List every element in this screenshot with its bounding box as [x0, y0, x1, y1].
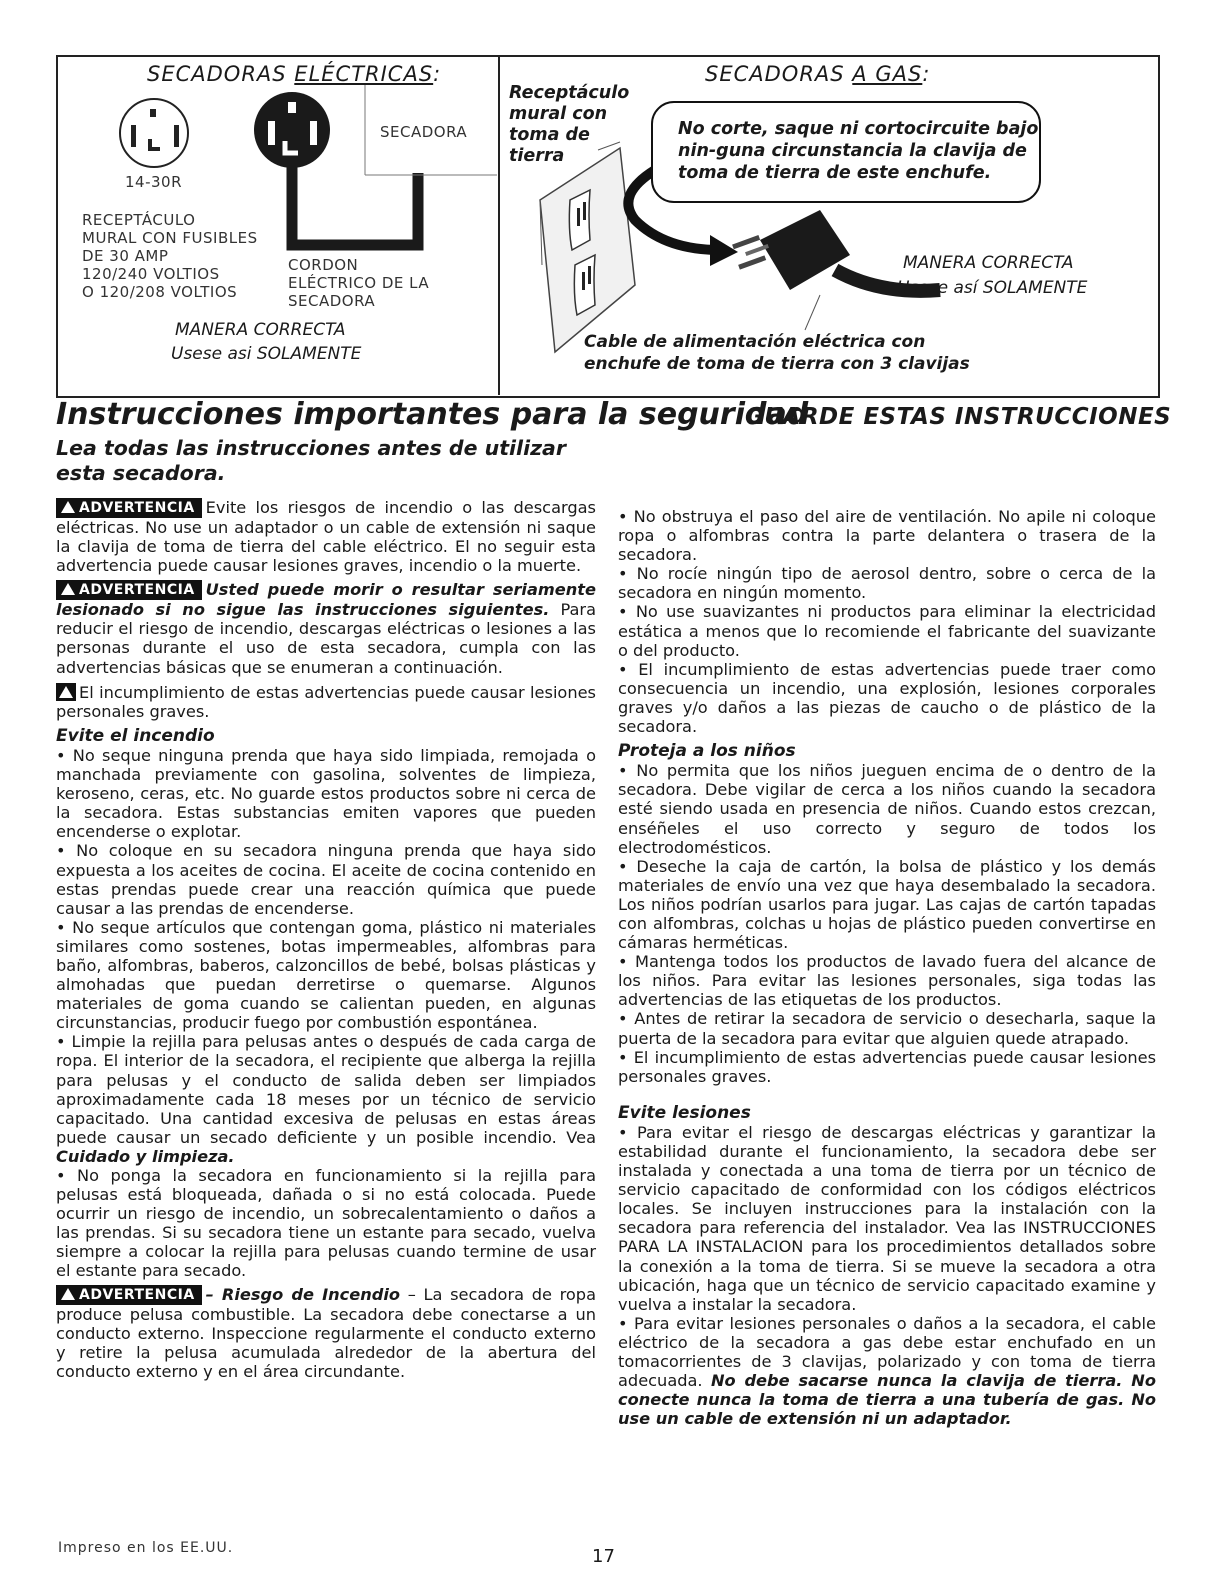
save-instructions: GUARDE ESTAS INSTRUCCIONES: [745, 404, 1172, 430]
electric-heading: SECADORAS ELÉCTRICAS:: [147, 62, 442, 86]
outlet-code: 14-30R: [125, 173, 183, 191]
list-item: • No seque ninguna prenda que haya sido limpiada, remojada o manchada previamente con gasolina, solventes de limpieza, keroseno, ceras, etc. No guarde estos productos sobre ni cerca de la secadora. Estas substancias emiten vapores que pueden encenderse o explotar.: [56, 745, 596, 842]
list-item: • No rocíe ningún tipo de aerosol dentro, sobre o cerca de la secadora en ningún momento.: [618, 564, 1156, 603]
wall-outlet-icon: [540, 148, 635, 352]
list-item: • No ponga la secadora en funcionamiento si la rejilla para pelusas está bloqueada, dañada o si no está colocada. Puede ocurrir un riesgo de incendio, un sobrecalentamiento o daños a las prendas. Si su secadora tiene un estante para secado, vuelva siempre a colocar la rejilla para pelusas cuando termine de usar el estante para secado.: [56, 1166, 596, 1281]
receptacle-spec: RECEPTÁCULO MURAL CON FUSIBLES DE 30 AMP 120/240 VOLTIOS O 120/208 VOLTIOS: [82, 211, 258, 301]
list-item: • No seque artículos que contengan goma, plástico ni materiales similares como sostenes, botas impermeables, alfombras para baño, alfombras, baberos, calzoncillos de bebé, bolsas plásticas y almohadas que puedan derretirse o quemarse. Algunos materiales de goma cuando se calientan pueden, en algunas circunstancias, producir fuego por combustión espontánea.: [56, 917, 596, 1033]
list-item: • No permita que los niños jueguen encima de o dentro de la secadora. Debe vigilar de cerca a los niños cuando la secadora esté siendo usada en presencia de niños. Cuando estos crezcan, enséñeles el uso correcto y seguro de todos los electrodomésticos.: [618, 761, 1156, 857]
dryer-label: SECADORA: [380, 123, 468, 141]
page-subtitle: Lea todas las instrucciones antes de utilizar esta secadora.: [56, 436, 566, 485]
list-item: • Deseche la caja de cartón, la bolsa de plástico y los demás materiales de envío una vez que haya desembalado la secadora. Los niños podrían usarlos para jugar. Las cajas de cartón tapadas con alfombras, colchas u hojas de plástico pueden convertirse en cámaras herméticas.: [618, 856, 1156, 953]
section-fire: Evite el incendio: [56, 725, 215, 746]
list-item: • No use suavizantes ni productos para eliminar la electricidad estática a menos que lo recomiende el fabricante del suavizante o del producto.: [618, 602, 1156, 660]
list-item: • Antes de retirar la secadora de servicio o desecharla, saque la puerta de la secadora para evitar que alguien quede atrapado.: [618, 1009, 1156, 1048]
electric-use-only: Usese asi SOLAMENTE: [171, 344, 362, 364]
list-item: • No obstruya el paso del aire de ventilación. No apile ni coloque ropa o alfombras contra la parte delantera o trasera de la secadora.: [618, 507, 1156, 565]
warning-badge: ADVERTENCIA: [56, 498, 202, 518]
gas-warning-text: No corte, saque ni cortocircuite bajo nin-guna circunstancia la clavija de toma de tierra de este enchufe.: [678, 119, 1039, 183]
gas-heading: SECADORAS A GAS:: [705, 62, 931, 86]
gas-cable-caption: Cable de alimentación eléctrica con enchufe de toma de tierra con 3 clavijas: [584, 332, 970, 374]
printed-in: Impreso en los EE.UU.: [58, 1540, 234, 1556]
list-item: • Para evitar el riesgo de descargas eléctricas y garantizar la estabilidad durante el funcionamiento, la secadora debe ser instalada y conectada a una toma de tierra por un técnico de servicio capacitado de conformidad con los códigos eléctricos locales. Se incluyen instrucciones para la instalación con la secadora para referencia del instalador. Vea las INSTRUCCIONES PARA LA INSTALACION para los procedimientos detallados sobre la conexión a la toma de tierra. Si se mueve la secadora a otra ubicación, haga que un técnico de servicio capacitado examine y vuelva a instalar la secadora.: [618, 1122, 1156, 1314]
right-column: [618, 507, 1156, 1428]
list-item: • Para evitar lesiones personales o daños a la secadora, el cable eléctrico de la secadora a gas debe estar enchufado en un tomacorrientes de 3 clavijas, polarizado y con toma de tierra adecuada. No debe sacarse nunca la clavija de tierra. No conecte nunca la toma de tierra a una tubería de gas. No use un cable de extensión ni un adaptador.: [618, 1313, 1156, 1429]
warning-triangle-icon: [56, 683, 76, 701]
warning-3: El incumplimiento de estas advertencias puede causar lesiones personales graves.: [56, 682, 596, 721]
cord-spec: CORDON ELÉCTRICO DE LA SECADORA: [288, 256, 430, 310]
section-kids: Proteja a los niños: [618, 741, 796, 762]
list-item: • El incumplimiento de estas advertencias puede traer como consecuencia un incendio, una explosión, lesiones corporales graves y/o daños a las piezas de caucho o de plástico de la secadora.: [618, 659, 1156, 737]
warning-4: ADVERTENCIA – Riesgo de Incendio – La secadora de ropa produce pelusa combustible. La secadora debe conectarse a un conducto externo. Inspeccione regularmente el conducto externo y retire la pelusa acumulada alrededor de la abertura del conducto externo y en el área circundante.: [56, 1284, 596, 1381]
page-number: 17: [592, 1546, 615, 1567]
list-item: • El incumplimiento de estas advertencias puede causar lesiones personales graves.: [618, 1047, 1156, 1086]
page-title: Instrucciones importantes para la seguridad: [56, 397, 809, 432]
list-item: • Mantenga todos los productos de lavado fuera del alcance de los niños. Para evitar las lesiones personales, siga todas las advertencias de las etiquetas de los productos.: [618, 952, 1156, 1010]
warning-badge: ADVERTENCIA: [56, 1285, 202, 1305]
gas-receptacle-label: Receptáculo mural con toma de tierra: [509, 83, 630, 166]
cord-icon: [292, 167, 418, 245]
list-item: • No coloque en su secadora ninguna prenda que haya sido expuesta a los aceites de cocina. El aceite de cocina contenido en estas prendas puede crear una reacción química que puede causar a las prendas de encenderse.: [56, 841, 596, 918]
list-item: • Limpie la rejilla para pelusas antes o después de cada carga de ropa. El interior de la secadora, el recipiente que alberga la rejilla para pelusas y el conducto de salida deben ser limpiados aproximadamente cada 18 meses por un técnico de servicio capacitado. Una cantidad excesiva de pelusas en estas áreas puede causar un secado deficiente y un posible incendio. Vea Cuidado y limpieza.: [56, 1032, 596, 1166]
warning-1: ADVERTENCIA Evite los riesgos de incendio o las descargas eléctricas. No use un adaptador o un cable de extensión ni saque la clavija de toma de tierra del cable eléctrico. El no seguir esta advertencia puede causar lesiones graves, incendio o la muerte.: [56, 498, 596, 576]
gas-use-only: Usese así SOLAMENTE: [897, 278, 1088, 298]
electric-correct-way: MANERA CORRECTA: [175, 320, 346, 340]
section-injury: Evite lesiones: [618, 1102, 751, 1123]
left-column: [56, 498, 596, 1381]
gas-correct-way: MANERA CORRECTA: [903, 253, 1074, 273]
warning-2: ADVERTENCIA Usted puede morir o resultar seriamente lesionado si no sigue las instrucciones siguientes. Para reducir el riesgo de incendio, descargas eléctricas o lesiones a las personas durante el uso de esta secadora, cumpla con las advertencias básicas que se enumeran a continuación.: [56, 580, 596, 677]
warning-badge: ADVERTENCIA: [56, 580, 202, 600]
